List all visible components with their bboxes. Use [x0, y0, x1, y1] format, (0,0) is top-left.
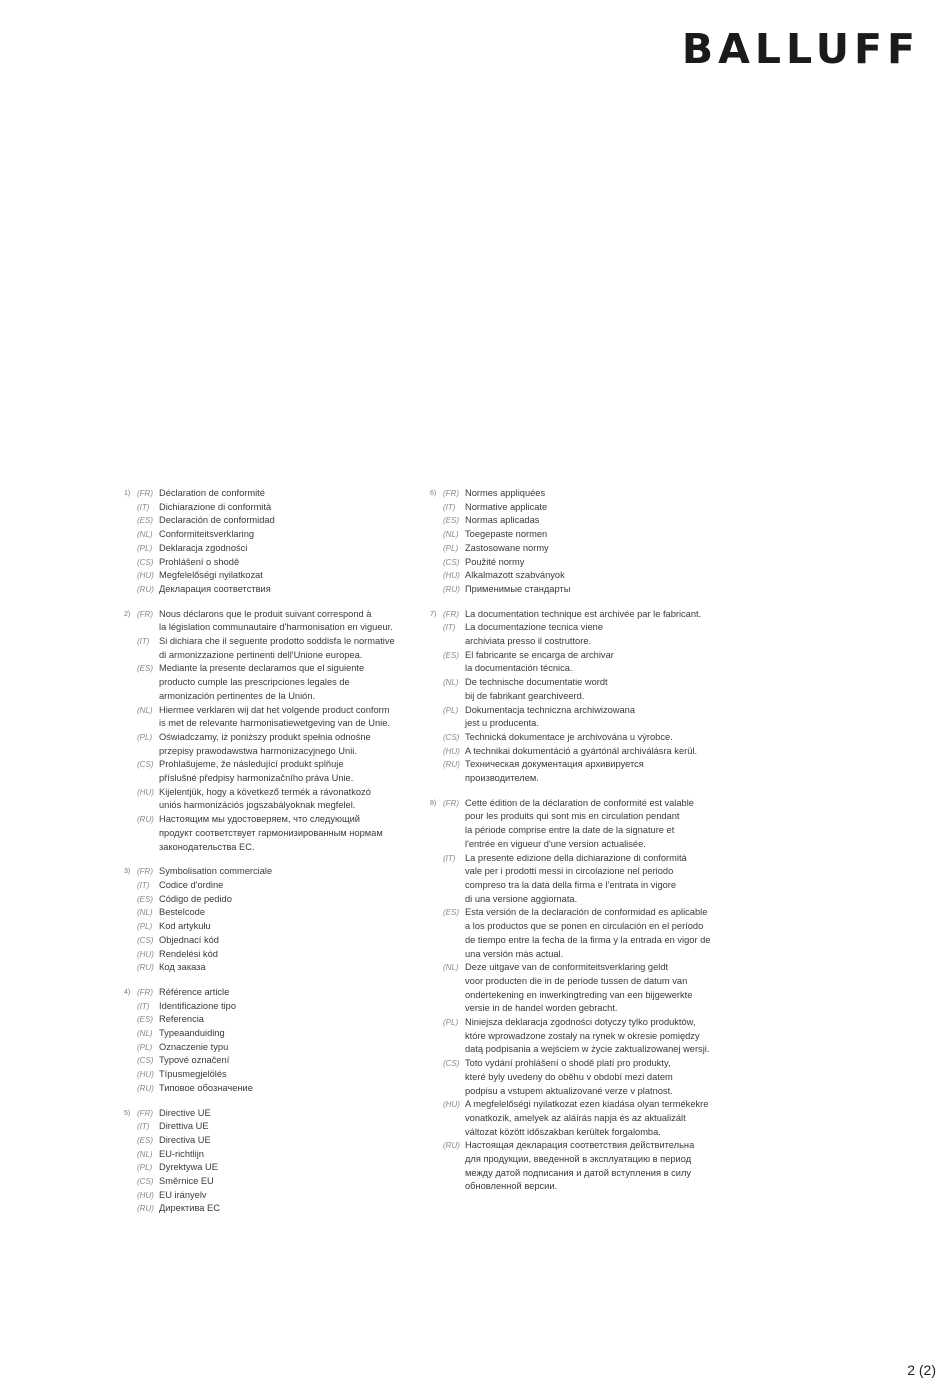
language-entry — [124, 1175, 414, 1189]
language-code-icon: ( HU ) — [137, 569, 154, 583]
language-entry — [124, 569, 414, 583]
language-code-icon: ( PL ) — [443, 1016, 458, 1030]
entry-text: Hiermee verklaren wij dat het volgende product conform is met de relevante harmonisatiewetgeving van de Unie. — [159, 704, 391, 729]
entry-text: Oznaczenie typu — [159, 1041, 229, 1052]
entry-text: Prohlašujeme, že následující produkt splňuje příslušné předpisy harmonizačního práva Unie. — [159, 759, 354, 784]
language-code-icon: ( NL ) — [443, 528, 459, 542]
language-entry — [124, 1134, 414, 1148]
language-code-icon: ( PL ) — [137, 1041, 152, 1055]
language-code-icon: ( CS ) — [443, 731, 459, 745]
entry-text: Dichiarazione di conformità — [159, 501, 272, 512]
language-entry — [430, 569, 735, 583]
language-entry — [124, 865, 414, 879]
language-entry — [430, 487, 735, 501]
entry-text: Directive UE — [159, 1107, 211, 1118]
language-code-icon: ( IT ) — [443, 501, 455, 515]
language-entry — [430, 649, 735, 676]
language-code-icon: ( CS ) — [137, 556, 153, 570]
entry-text: Směrnice EU — [159, 1176, 214, 1187]
language-code-icon: ( FR ) — [137, 986, 153, 1000]
entry-text: Dokumentacja techniczna archiwizowana jest u producenta. — [465, 704, 636, 729]
language-code-icon: ( PL ) — [137, 920, 152, 934]
entry-text: Použité normy — [465, 556, 525, 567]
language-entry — [430, 608, 735, 622]
language-code-icon: ( HU ) — [443, 745, 460, 759]
footnote-section — [124, 487, 414, 597]
footnote-number: 2) — [124, 610, 131, 618]
language-code-icon: ( NL ) — [137, 704, 153, 718]
language-entry — [124, 893, 414, 907]
footnote-section — [124, 1107, 414, 1217]
entry-text: Cette édition de la déclaration de conformité est valable pour les produits qui sont mis en circulation pendant la période comprise entre la date de la signature et l'entrée en vigueur d'une version actualisée. — [465, 797, 694, 849]
entry-text: Kijelentjük, hogy a következő termék a rávonatkozó uniós harmonizációs jogszabályoknak megfelel. — [159, 786, 371, 811]
balluff-logo: BALLUFF — [681, 25, 920, 73]
language-entry — [124, 542, 414, 556]
language-entry — [124, 1041, 414, 1055]
language-code-icon: ( IT ) — [137, 879, 149, 893]
entry-text: Esta versión de la declaración de conformidad es aplicable a los productos que se ponen en circulación en el período de tiempo entre la fecha de la firma y la entrada en vigor de una versión más actual. — [465, 907, 711, 959]
language-code-icon: ( RU ) — [137, 583, 154, 597]
language-code-icon: ( HU ) — [137, 948, 154, 962]
language-code-icon: ( PL ) — [443, 704, 458, 718]
language-entry — [124, 1161, 414, 1175]
entry-text: Rendelési kód — [159, 948, 218, 959]
entry-text: Référence article — [159, 986, 230, 997]
language-entry — [124, 731, 414, 758]
language-code-icon: ( NL ) — [137, 1027, 153, 1041]
language-code-icon: ( NL ) — [137, 528, 153, 542]
language-code-icon: ( IT ) — [137, 1000, 149, 1014]
language-code-icon: ( RU ) — [443, 1139, 460, 1153]
entry-text: Deze uitgave van de conformiteitsverklaring geldt voor producten die in de periode tussen de datum van ondertekening en inwerkingtreding van een bijgewerkte versie in de handel worden gebracht. — [465, 962, 693, 1014]
entry-text: Настоящим мы удостоверяем, что следующий продукт соответствует гармонизированным нормам законодательства ЕС. — [159, 814, 383, 852]
entry-text: Normas aplicadas — [465, 515, 540, 526]
language-code-icon: ( ES ) — [443, 649, 459, 663]
language-entry — [430, 514, 735, 528]
footnote-number: 8) — [430, 799, 437, 807]
language-entry — [430, 1057, 735, 1098]
entry-text: Típusmegjelölés — [159, 1069, 227, 1080]
entry-text: Megfelelőségi nyilatkozat — [159, 570, 263, 581]
entry-text: Código de pedido — [159, 893, 232, 904]
language-entry — [430, 906, 735, 961]
footnote-section — [124, 986, 414, 1096]
footnote-section — [430, 608, 735, 786]
language-code-icon: ( CS ) — [137, 1175, 153, 1189]
language-entry — [430, 1098, 735, 1139]
language-entry — [124, 1082, 414, 1096]
language-entry — [124, 906, 414, 920]
entry-text: A technikai dokumentáció a gyártónál archiválásra kerül. — [465, 745, 698, 756]
language-code-icon: ( ES ) — [137, 662, 153, 676]
entry-text: Dyrektywa UE — [159, 1162, 218, 1173]
language-entry — [124, 1107, 414, 1121]
language-code-icon: ( FR ) — [443, 608, 459, 622]
entry-text: Типовое обозначение — [159, 1082, 253, 1093]
entry-text: Mediante la presente declaramos que el siguiente producto cumple las prescripciones legales de armonización pertinentes de la Unión. — [159, 663, 365, 701]
language-entry — [124, 1027, 414, 1041]
language-entry — [124, 501, 414, 515]
entry-text: Oświadczamy, iż poniższy produkt spełnia odnośne przepisy prawodawstwa harmonizacyjnego Unii. — [159, 731, 371, 756]
entry-text: Referencia — [159, 1014, 204, 1025]
entry-text: Декларация соответствия — [159, 583, 271, 594]
entry-text: La documentazione tecnica viene archiviata presso il costruttore. — [465, 622, 603, 647]
language-code-icon: ( RU ) — [137, 1202, 154, 1216]
entry-text: Директива ЕС — [159, 1203, 220, 1214]
language-entry — [124, 608, 414, 635]
language-entry — [124, 920, 414, 934]
language-entry — [430, 961, 735, 1016]
language-entry — [124, 635, 414, 662]
language-entry — [124, 528, 414, 542]
language-code-icon: ( RU ) — [137, 813, 154, 827]
entry-text: Bestelcode — [159, 907, 205, 918]
entry-text: Применимые стандарты — [465, 583, 571, 594]
language-entry — [430, 1016, 735, 1057]
language-code-icon: ( NL ) — [137, 906, 153, 920]
language-code-icon: ( IT ) — [443, 621, 455, 635]
entry-text: Declaración de conformidad — [159, 515, 275, 526]
language-code-icon: ( ES ) — [443, 906, 459, 920]
language-entry — [430, 797, 735, 852]
language-entry — [124, 1000, 414, 1014]
language-entry — [430, 731, 735, 745]
language-code-icon: ( CS ) — [137, 758, 153, 772]
language-entry — [124, 1189, 414, 1203]
language-entry — [430, 758, 735, 785]
entry-text: Toto vydání prohlášení o shodě platí pro produkty, které byly uvedeny do oběhu v období mezi datem podpisu a vstupem aktualizované verze v platnost. — [465, 1058, 673, 1096]
entry-text: Déclaration de conformité — [159, 488, 265, 498]
language-entry — [124, 704, 414, 731]
entry-text: Normative applicate — [465, 501, 548, 512]
language-entry — [430, 542, 735, 556]
language-entry — [430, 704, 735, 731]
entry-text: Техническая документация архивируется производителем. — [465, 759, 644, 784]
language-code-icon: ( HU ) — [137, 1068, 154, 1082]
entry-text: Technická dokumentace je archivována u výrobce. — [465, 731, 673, 742]
language-code-icon: ( HU ) — [443, 569, 460, 583]
language-entry — [430, 528, 735, 542]
entry-text: Nous déclarons que le produit suivant correspond à la législation communautaire d'harmonisation en vigueur. — [159, 608, 393, 633]
entry-text: EU-richtlijn — [159, 1148, 204, 1159]
entry-text: Kod artykułu — [159, 921, 211, 932]
footnote-number: 1) — [124, 490, 131, 497]
footnote-number: 5) — [124, 1109, 131, 1117]
language-code-icon: ( IT ) — [137, 635, 149, 649]
footnote-section — [124, 608, 414, 855]
entry-text: A megfelelőségi nyilatkozat ezen kiadása olyan termékekre vonatkozik, amelyek az aláírás napja és az aktualizált változat között időszakban kerültek forgalomba. — [465, 1099, 709, 1137]
entry-text: Настоящая декларация соответствия действительна для продукции, введенной в эксплуатацию в период между датой подписания и датой вступления в силу обновленной версии. — [465, 1140, 695, 1192]
language-entry — [124, 662, 414, 703]
language-code-icon: ( NL ) — [443, 676, 459, 690]
entry-text: Symbolisation commerciale — [159, 866, 273, 877]
language-code-icon: ( CS ) — [137, 1054, 153, 1068]
language-entry — [430, 583, 735, 597]
language-code-icon: ( HU ) — [137, 786, 154, 800]
footnote-number: 3) — [124, 868, 131, 876]
entry-text: Niniejsza deklaracja zgodności dotyczy tylko produktów, które wprowadzone zostały na rynek w okresie pomiędzy datą podpisania a wejściem w życie zaktualizowanej wersji. — [465, 1017, 710, 1055]
language-entry — [430, 556, 735, 570]
language-code-icon: ( NL ) — [443, 961, 459, 975]
entry-text: El fabricante se encarga de archivar la documentación técnica. — [465, 649, 614, 674]
language-code-icon: ( RU ) — [443, 583, 460, 597]
language-entry — [124, 1013, 414, 1027]
language-entry — [430, 745, 735, 759]
language-code-icon: ( ES ) — [137, 1013, 153, 1027]
entry-text: De technische documentatie wordt bij de fabrikant gearchiveerd. — [465, 677, 608, 701]
language-entry — [124, 1054, 414, 1068]
language-code-icon: ( CS ) — [137, 934, 153, 948]
language-entry — [124, 1148, 414, 1162]
entry-text: Objednací kód — [159, 934, 219, 945]
language-entry — [124, 948, 414, 962]
entry-text: Conformiteitsverklaring — [159, 529, 255, 540]
entry-text: Typeaanduiding — [159, 1028, 225, 1039]
language-code-icon: ( FR ) — [137, 487, 153, 501]
language-code-icon: ( RU ) — [137, 961, 154, 975]
language-code-icon: ( ES ) — [137, 514, 153, 528]
language-code-icon: ( IT ) — [443, 852, 455, 866]
language-code-icon: ( HU ) — [443, 1098, 460, 1112]
language-entry — [124, 758, 414, 785]
language-entry — [124, 583, 414, 597]
language-entry — [124, 1120, 414, 1134]
entry-text: Identificazione tipo — [159, 1000, 237, 1011]
language-code-icon: ( FR ) — [443, 797, 459, 811]
language-entry — [124, 1068, 414, 1082]
language-entry — [430, 676, 735, 703]
language-code-icon: ( PL ) — [137, 542, 152, 556]
footnote-section — [430, 797, 735, 1194]
footnote-section — [124, 865, 414, 975]
language-code-icon: ( NL ) — [137, 1148, 153, 1162]
language-code-icon: ( PL ) — [137, 731, 152, 745]
right-column — [430, 487, 735, 1205]
entry-text: Typové označení — [159, 1055, 230, 1066]
footnote-number: 4) — [124, 988, 131, 996]
language-entry — [124, 934, 414, 948]
entry-text: Si dichiara che il seguente prodotto soddisfa le normative di armonizzazione pertinenti dell'Unione europea. — [159, 636, 395, 660]
language-entry — [124, 556, 414, 570]
page-number: 2 (2) — [907, 1362, 936, 1378]
language-code-icon: ( CS ) — [443, 1057, 459, 1071]
footnote-number: 6) — [430, 490, 437, 497]
language-entry — [124, 487, 414, 501]
entry-text: Deklaracja zgodności — [159, 542, 248, 553]
footnote-number: 7) — [430, 610, 437, 618]
entry-text: La documentation technique est archivée par le fabricant. — [465, 608, 702, 619]
language-code-icon: ( FR ) — [443, 487, 459, 501]
entry-text: Direttiva UE — [159, 1121, 209, 1132]
language-entry — [124, 1202, 414, 1216]
entry-text: La presente edizione della dichiarazione di conformità vale per i prodotti messi in circolazione nel periodo compreso tra la data della firma e l'entrata in vigore di una versione aggiornata. — [465, 852, 687, 904]
language-code-icon: ( CS ) — [443, 556, 459, 570]
language-entry — [124, 986, 414, 1000]
language-code-icon: ( PL ) — [443, 542, 458, 556]
language-code-icon: ( FR ) — [137, 608, 153, 622]
entry-text: Код заказа — [159, 962, 206, 973]
language-entry — [124, 813, 414, 854]
language-code-icon: ( ES ) — [137, 893, 153, 907]
entry-text: Alkalmazott szabványok — [465, 570, 565, 581]
entry-text: Directiva UE — [159, 1134, 211, 1145]
language-code-icon: ( HU ) — [137, 1189, 154, 1203]
entry-text: Normes appliquées — [465, 488, 546, 498]
language-entry — [124, 786, 414, 813]
entry-text: EU irányelv — [159, 1189, 207, 1200]
language-code-icon: ( RU ) — [443, 758, 460, 772]
footnote-section — [430, 487, 735, 597]
language-entry — [124, 961, 414, 975]
entry-text: Codice d'ordine — [159, 879, 224, 890]
language-code-icon: ( FR ) — [137, 865, 153, 879]
language-code-icon: ( PL ) — [137, 1161, 152, 1175]
language-entry — [430, 852, 735, 907]
entry-text: Zastosowane normy — [465, 542, 549, 553]
language-code-icon: ( FR ) — [137, 1107, 153, 1121]
language-code-icon: ( RU ) — [137, 1082, 154, 1096]
language-code-icon: ( ES ) — [443, 514, 459, 528]
language-code-icon: ( IT ) — [137, 1120, 149, 1134]
language-code-icon: ( ES ) — [137, 1134, 153, 1148]
language-code-icon: ( IT ) — [137, 501, 149, 515]
language-entry — [430, 501, 735, 515]
language-entry — [124, 514, 414, 528]
language-entry — [430, 1139, 735, 1194]
entry-text: Toegepaste normen — [465, 529, 548, 540]
language-entry — [430, 621, 735, 648]
entry-text: Prohlášení o shodě — [159, 556, 240, 567]
left-column — [124, 487, 414, 1227]
language-entry — [124, 879, 414, 893]
